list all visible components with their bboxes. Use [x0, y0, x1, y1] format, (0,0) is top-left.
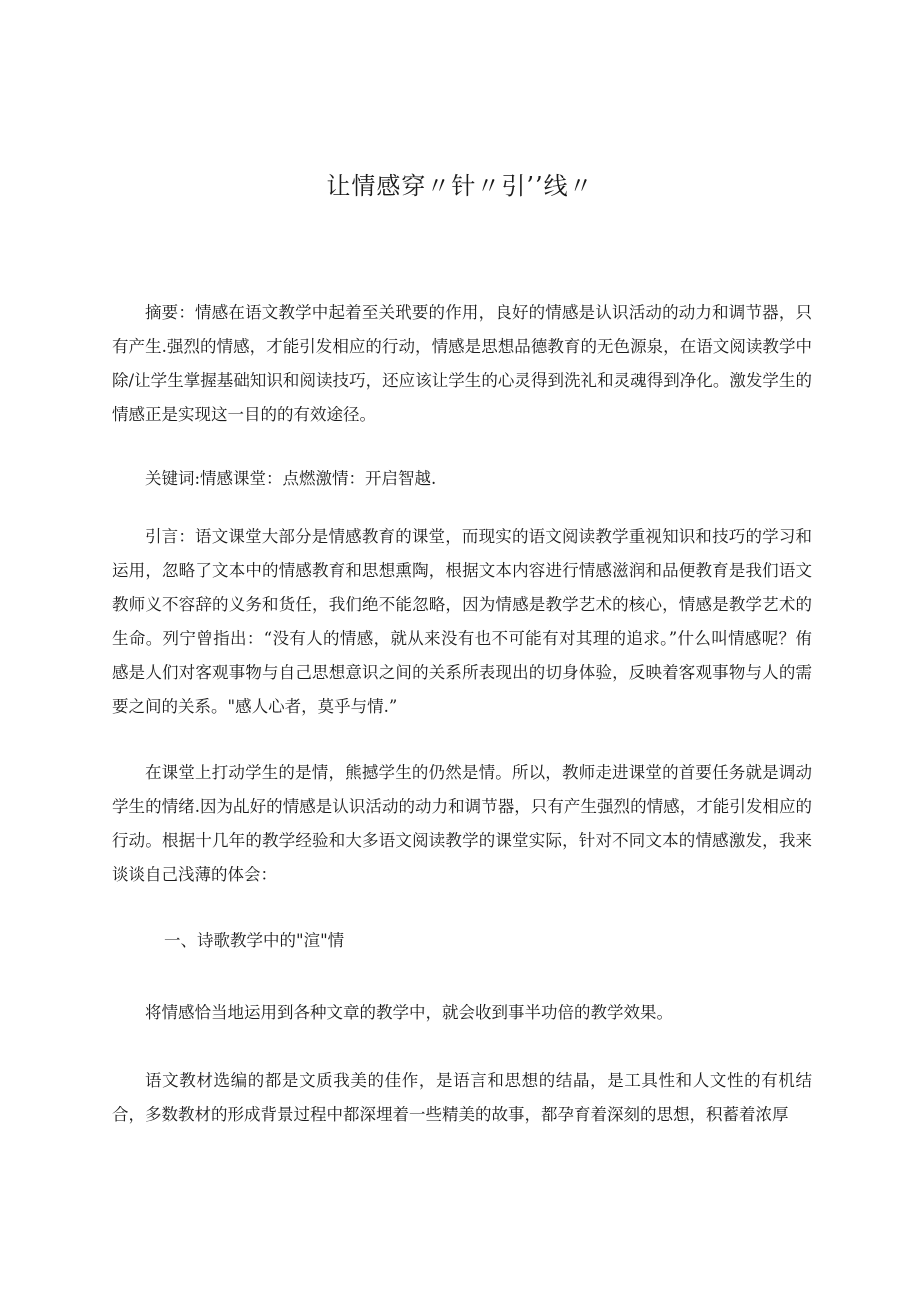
- keywords-paragraph: 关键词:情感课堂：点燃激情：开启智越.: [145, 469, 437, 488]
- body-paragraph-3: 语文教材选编的都是文质我美的佳作，是语言和思想的结晶，是工具性和人文性的有机结合，多数教材的形成背景过程中都深埋着一些精美的故事，都孕育着深刻的思想，积蓄着浓厚: [112, 1071, 812, 1124]
- intro-paragraph: 引言：语文课堂大部分是情感教育的课堂，而现实的语文阅读教学重视知识和技巧的学习和运用，忽略了文本中的情感教育和思想熏陶，根据文本内容进行情感滋润和品便教育是我们语文教师义不容辞的义务和货任，我们绝不能忽略，因为情感是教学艺术的核心，情感是教学艺术的生命。列宁曾指出：“没有人的情感，就从来没有也不可能有对其理的追求。”什么叫情感呢？侑感是人们对客观事物与自己思想意识之间的关系所表现出的切身体验，反映着客观事物与人的需要之间的关系。"感人心者，莫乎与情.”: [112, 527, 812, 716]
- body-paragraph-1: 在课堂上打动学生的是情，熊撼学生的仍然是情。所以，教师走进课堂的首要任务就是调动学生的情绪.因为乩好的情感是认识活动的动力和调节器，只有产生强烈的情感，才能引发相应的行动。根据十几年的教学经验和大多语文阅读教学的课堂实际，针对不同文本的情感激发，我来谈谈自己浅薄的体会：: [112, 763, 812, 884]
- abstract-paragraph: 摘要：情感在语文教学中起着至关玳要的作用，良好的情感是认识活动的动力和调节器，只有产生.强烈的情感，才能引发相应的行动，情感是思想品德教育的无色源泉，在语文阅读教学中除/让学生掌握基础知识和阅读技巧，还应该让学生的心灵得到洗礼和灵魂得到净化。激发学生的情感正是实现这一目的的有效途径。: [112, 303, 812, 424]
- section-heading-1: 一、诗歌教学中的"渲"情: [164, 931, 345, 950]
- document-title: 让情感穿〃针〃引’’线〃: [326, 172, 594, 200]
- body-paragraph-2: 将情感恰当地运用到各种文章的教学中，就会收到事半功倍的教学效果。: [145, 1003, 673, 1022]
